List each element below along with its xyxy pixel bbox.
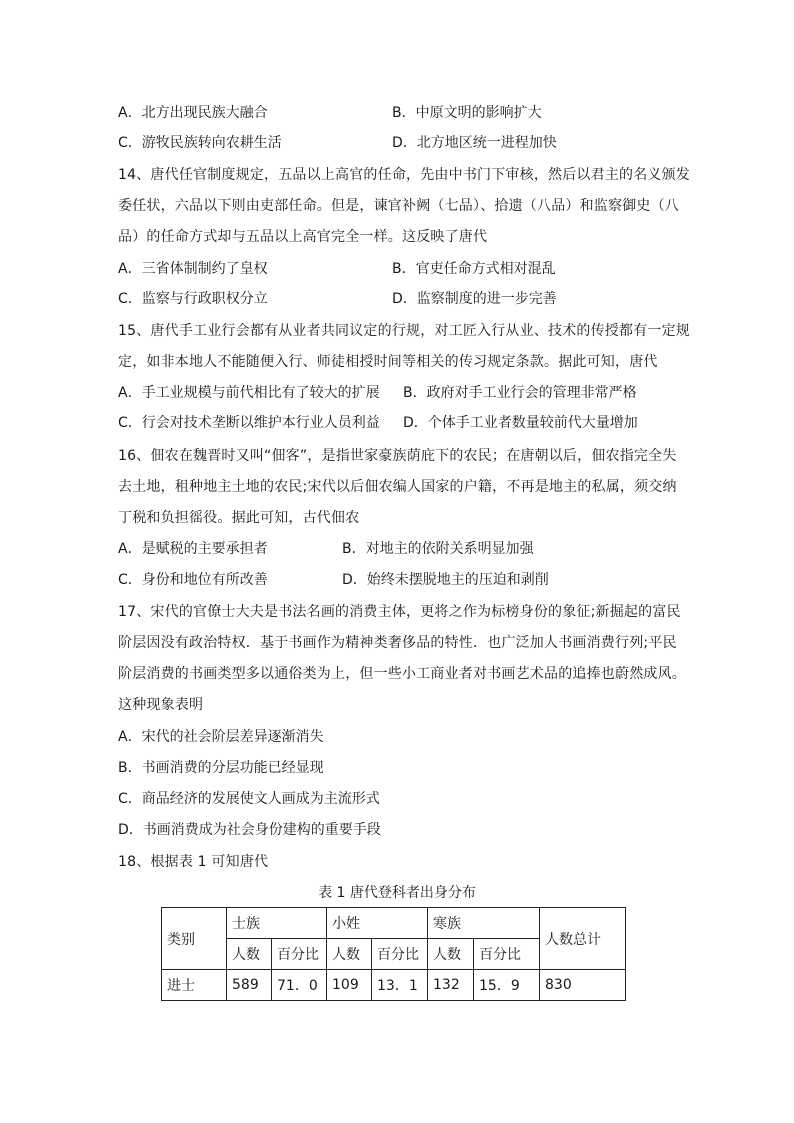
q13-option-c: C．游牧民族转向农耕生活	[118, 135, 282, 151]
q14-stem-line-1: 14、唐代任官制度规定，五品以上高官的任命，先由中书门下审核，然后以君主的名义颁发	[118, 167, 691, 183]
cell-humble-percent: 15．9	[474, 970, 540, 1001]
q17-stem-line-4: 这种现象表明	[118, 697, 204, 713]
q17-option-a: A．宋代的社会阶层差异逐渐消失	[118, 729, 324, 745]
q14-stem-line-3: 品）的任命方式却与五品以上高官完全一样。这反映了唐代	[118, 229, 488, 245]
q16-stem-line-1: 16、佃农在魏晋时又叫“佃客”，是指世家豪族荫庇下的农民；在唐朝以后，佃农指完全失	[118, 448, 677, 464]
q16-option-c: C．身份和地位有所改善	[118, 572, 268, 588]
header-category: 类别	[162, 908, 227, 970]
subheader-percent: 百分比	[474, 939, 540, 970]
q13-option-d: D．北方地区统一进程加快	[392, 135, 557, 151]
q15-option-a: A．手工业规模与前代相比有了较大的扩展	[118, 385, 380, 401]
row-label: 进士	[162, 970, 227, 1001]
q18-stem: 18、根据表 1 可知唐代	[118, 854, 269, 870]
q15-stem-line-1: 15、唐代手工业行会都有从业者共同议定的行规，对工匠入行从业、技术的传授都有一定规	[118, 323, 691, 339]
q17-option-c: C．商品经济的发展使文人画成为主流形式	[118, 791, 380, 807]
q16-stem-line-3: 丁税和负担徭役。据此可知，古代佃农	[118, 510, 360, 526]
q14-option-d: D．监察制度的进一步完善	[392, 291, 557, 307]
q15-option-b: B．政府对手工业行会的管理非常严格	[403, 385, 637, 401]
q14-option-a: A．三省体制制约了皇权	[118, 261, 268, 277]
q14-option-c: C．监察与行政职权分立	[118, 291, 268, 307]
q15-option-c: C．行会对技术垄断以维护本行业人员利益	[118, 415, 380, 431]
q16-option-d: D．始终未摆脱地主的压迫和剥削	[342, 572, 549, 588]
cell-minor-count: 109	[327, 970, 372, 1001]
header-total: 人数总计	[540, 908, 626, 970]
q14-option-b: B．官吏任命方式相对混乱	[392, 261, 556, 277]
q17-stem-line-3: 阶层消费的书画类型多以通俗类为上，但一些小工商业者对书画艺术品的追捧也蔚然成风。	[118, 666, 686, 682]
q17-option-d: D．书画消费成为社会身份建构的重要手段	[118, 822, 381, 838]
q13-option-b: B．中原文明的影响扩大	[392, 105, 542, 121]
q17-option-b: B．书画消费的分层功能已经显现	[118, 760, 324, 776]
subheader-percent: 百分比	[272, 939, 327, 970]
q13-option-a: A．北方出现民族大融合	[118, 105, 268, 121]
q17-stem-line-1: 17、宋代的官僚士大夫是书法名画的消费主体，更将之作为标榜身份的象征;新掘起的富民	[118, 604, 681, 620]
q17-stem-line-2: 阶层因没有政治特权．基于书画作为精神类奢侈品的特性．也广泛加人书画消费行列;平民	[118, 635, 677, 651]
cell-gentry-percent: 71．0	[272, 970, 327, 1001]
subheader-count: 人数	[428, 939, 474, 970]
q15-option-d: D．个体手工业者数量较前代大量增加	[403, 415, 638, 431]
q16-option-b: B．对地主的依附关系明显加强	[342, 541, 534, 557]
q16-option-a: A．是赋税的主要承担者	[118, 541, 268, 557]
cell-minor-percent: 13．1	[372, 970, 428, 1001]
enrollment-origin-table	[161, 907, 626, 1001]
q16-stem-line-2: 去土地，租种地主土地的农民;宋代以后佃农编人国家的户籍，不再是地主的私属，须交纳	[118, 479, 677, 495]
subheader-percent: 百分比	[372, 939, 428, 970]
header-humble-clan: 寒族	[428, 908, 540, 939]
cell-humble-count: 132	[428, 970, 474, 1001]
q14-stem-line-2: 委任状，六品以下则由吏部任命。但是，谏官补阙（七品）、拾遗（八品）和监察御史（八	[118, 198, 679, 214]
header-gentry-clan: 士族	[227, 908, 327, 939]
q15-stem-line-2: 定，如非本地人不能随便入行、师徒相授时间等相关的传习规定条款。据此可知，唐代	[118, 354, 658, 370]
subheader-count: 人数	[227, 939, 272, 970]
header-minor-clan: 小姓	[327, 908, 428, 939]
table-caption: 表 1 唐代登科者出身分布	[318, 885, 476, 901]
cell-gentry-count: 589	[227, 970, 272, 1001]
subheader-count: 人数	[327, 939, 372, 970]
cell-total: 830	[540, 970, 626, 1001]
table-row	[162, 970, 626, 1001]
